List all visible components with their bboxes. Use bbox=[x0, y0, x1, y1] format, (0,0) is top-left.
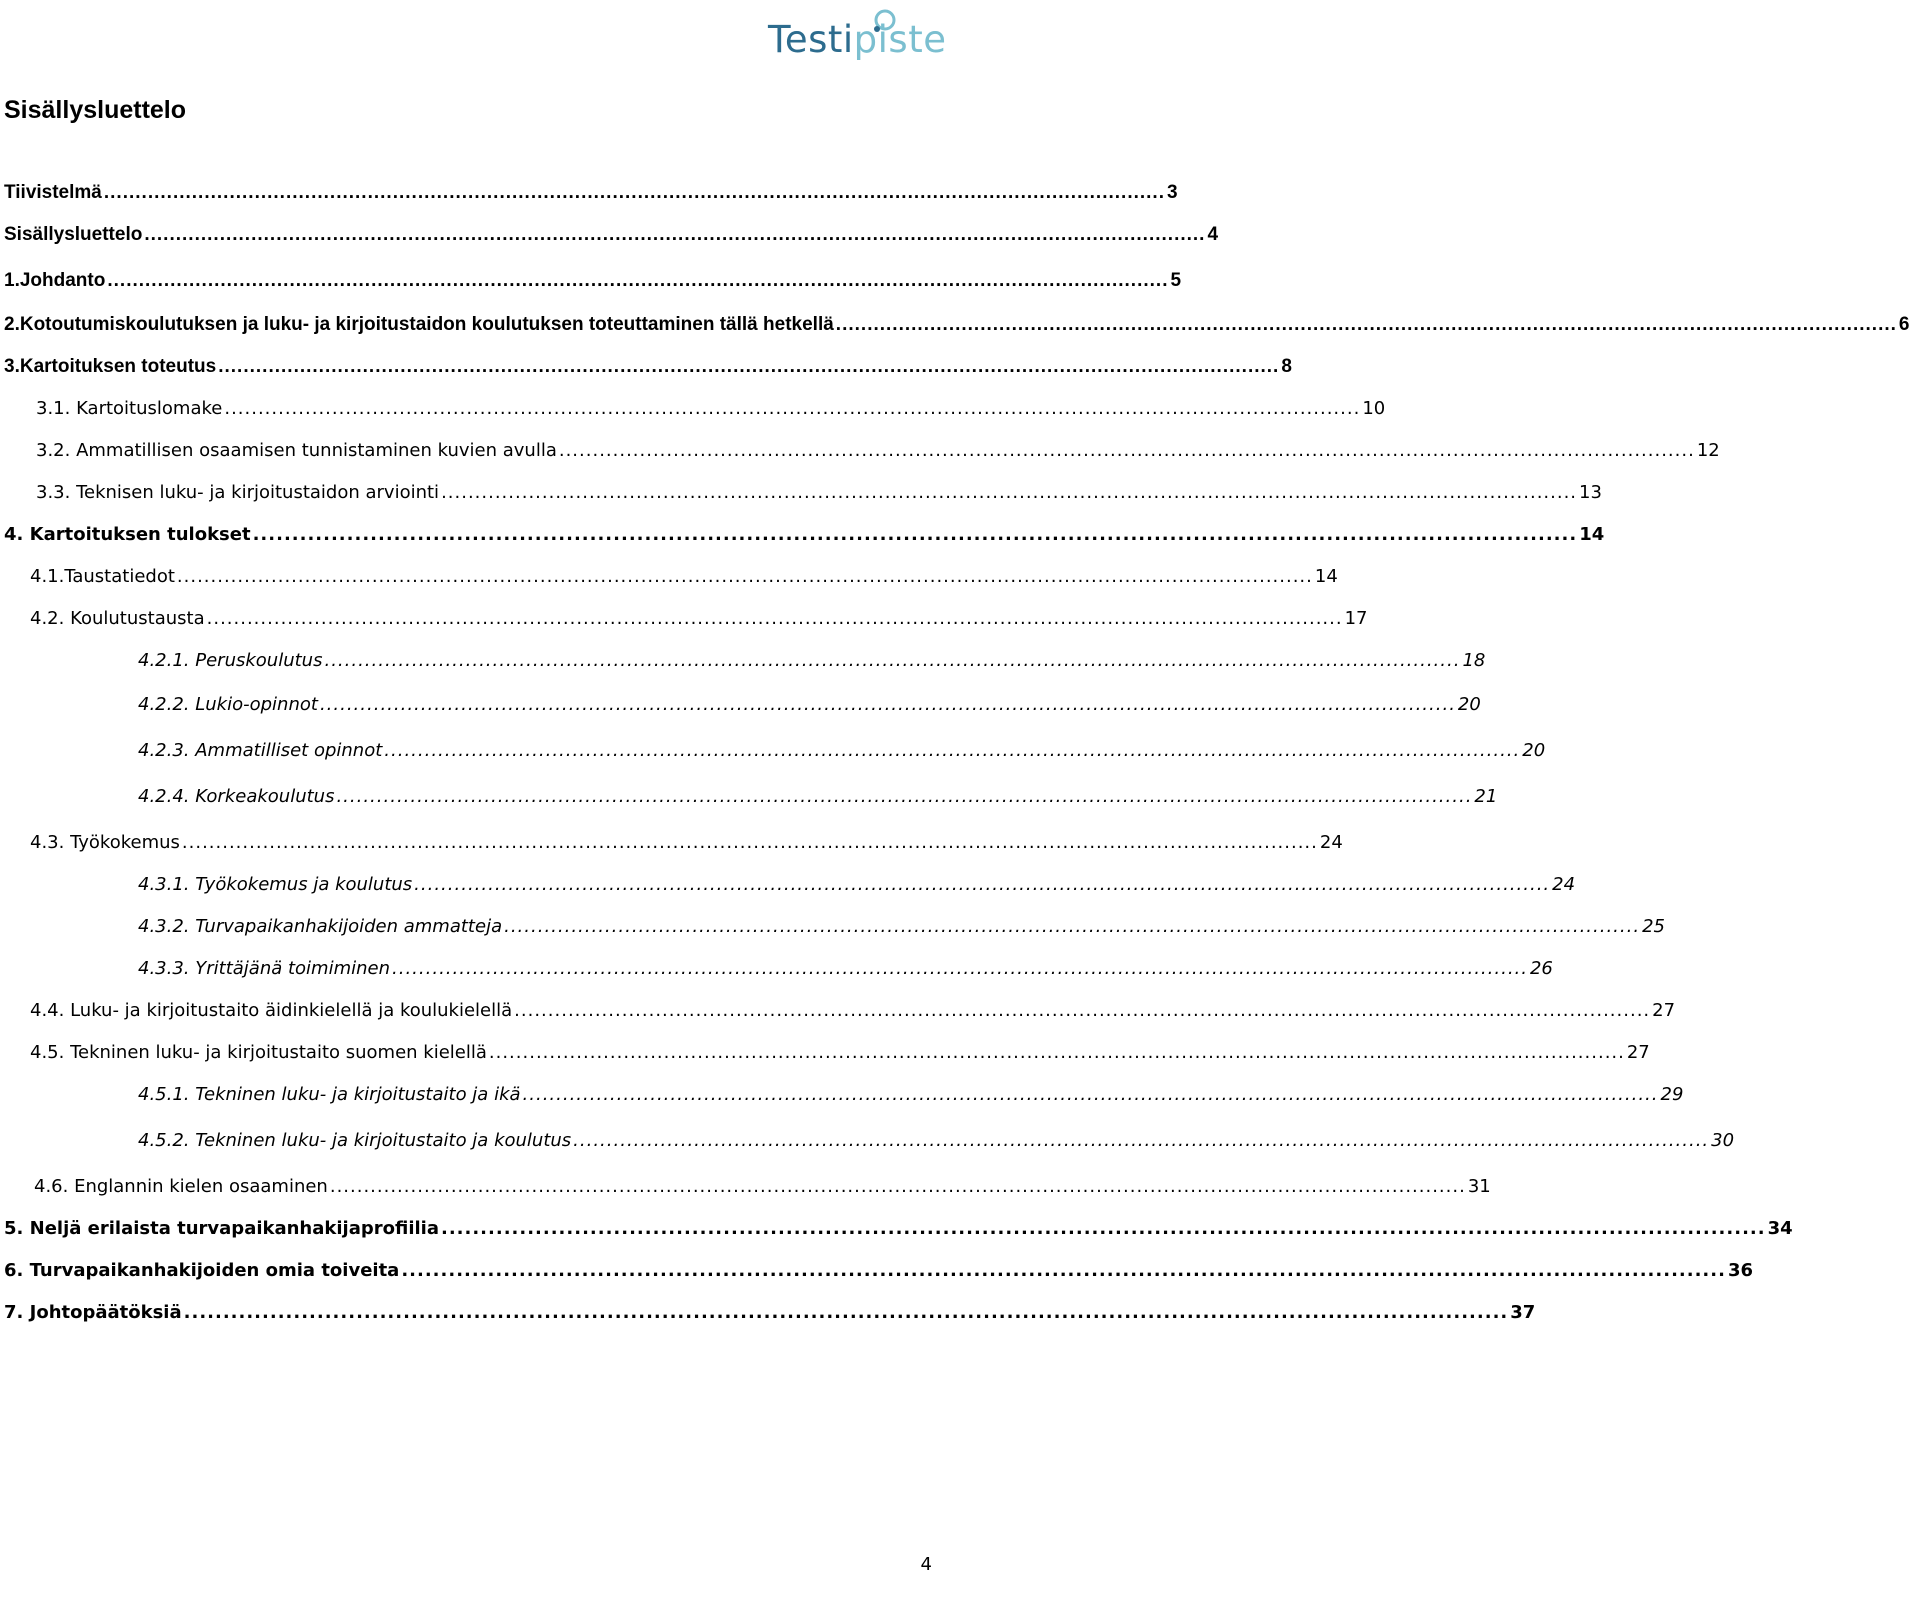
toc-dot-leader: ......................................................................................................................................................................... bbox=[103, 182, 1165, 203]
toc-dot-leader: ......................................................................................................................................................................... bbox=[573, 1130, 1710, 1151]
toc-dot-leader: ......................................................................................................................................................................... bbox=[319, 694, 1456, 715]
page-number: 4 bbox=[920, 1554, 932, 1575]
toc-dot-leader: ......................................................................................................................................................................... bbox=[181, 832, 1318, 853]
toc-page-number: 14 bbox=[1314, 566, 1338, 587]
toc-entry-label: 4.5.2. Tekninen luku- ja kirjoitustaito ja koulutus bbox=[138, 1130, 572, 1151]
toc-entry-number: 1. bbox=[4, 270, 20, 291]
toc-page-number: 20 bbox=[1457, 694, 1481, 715]
toc-entry[interactable] bbox=[36, 397, 1386, 421]
toc-dot-leader: ......................................................................................................................................................................... bbox=[558, 440, 1695, 461]
toc-entry[interactable] bbox=[34, 1175, 1491, 1199]
toc-entry[interactable] bbox=[4, 223, 1219, 247]
page-title: Sisällysluettelo bbox=[4, 96, 187, 124]
toc-page-number: 12 bbox=[1696, 440, 1720, 461]
toc-dot-leader: ......................................................................................................................................................................... bbox=[514, 1000, 1651, 1021]
toc-entry-label: 3.3. Teknisen luku- ja kirjoitustaidon arviointi bbox=[36, 482, 440, 503]
toc-page-number: 29 bbox=[1660, 1084, 1684, 1105]
toc-entry-label: 4.3.1. Työkokemus ja koulutus bbox=[138, 874, 413, 895]
toc-entry[interactable] bbox=[4, 355, 1292, 379]
toc-entry[interactable] bbox=[138, 1083, 1684, 1107]
toc-entry[interactable] bbox=[138, 957, 1553, 981]
toc-page-number: 24 bbox=[1552, 874, 1576, 895]
toc-entry-label: 5. Neljä erilaista turvapaikanhakijaprofiilia bbox=[4, 1218, 439, 1239]
toc-entry-label: 4.2.3. Ammatilliset opinnot bbox=[138, 740, 383, 761]
toc-entry-label: 7. Johtopäätöksiä bbox=[4, 1302, 182, 1323]
toc-entry-label: 4.3. Työkokemus bbox=[30, 832, 180, 853]
toc-entry-label: 3.2. Ammatillisen osaamisen tunnistaminen kuvien avulla bbox=[36, 440, 557, 461]
toc-entry-label: Kotoutumiskoulutuksen ja luku- ja kirjoitustaidon koulutuksen toteuttaminen tällä hetkellä bbox=[19, 314, 834, 335]
toc-dot-leader: ......................................................................................................................................................................... bbox=[488, 1042, 1625, 1063]
toc-page-number: 37 bbox=[1510, 1302, 1536, 1323]
toc-page-number: 31 bbox=[1467, 1176, 1491, 1197]
toc-dot-leader: ......................................................................................................................................................................... bbox=[183, 1302, 1509, 1323]
toc-page-number: 3 bbox=[1167, 182, 1178, 203]
toc-dot-leader: ......................................................................................................................................................................... bbox=[206, 608, 1343, 629]
toc-entry-label: 4.4. Luku- ja kirjoitustaito äidinkielellä ja koulukielellä bbox=[30, 1000, 513, 1021]
toc-page-number: 18 bbox=[1462, 650, 1486, 671]
toc-dot-leader: ......................................................................................................................................................................... bbox=[218, 356, 1280, 377]
toc-entry[interactable] bbox=[4, 1301, 1536, 1325]
toc-entry-number: 3. bbox=[4, 356, 20, 377]
toc-dot-leader: ......................................................................................................................................................................... bbox=[384, 740, 1521, 761]
toc-entry-label: 4.2.1. Peruskoulutus bbox=[138, 650, 323, 671]
logo-text-piste: piste bbox=[853, 18, 947, 61]
toc-entry-label: 4.2. Koulutustausta bbox=[30, 608, 205, 629]
toc-entry[interactable] bbox=[138, 693, 1481, 717]
toc-page-number: 4 bbox=[1207, 224, 1219, 245]
toc-dot-leader: ......................................................................................................................................................................... bbox=[107, 270, 1169, 291]
toc-dot-leader: ......................................................................................................................................................................... bbox=[441, 482, 1578, 503]
toc-entry-number: 2. bbox=[4, 314, 20, 335]
toc-entry-label: 4.5. Tekninen luku- ja kirjoitustaito suomen kielellä bbox=[30, 1042, 487, 1063]
toc-page-number: 17 bbox=[1344, 608, 1368, 629]
toc-entry[interactable] bbox=[138, 785, 1498, 809]
toc-dot-leader: ......................................................................................................................................................................... bbox=[144, 224, 1206, 245]
logo-wordmark bbox=[768, 18, 946, 61]
toc-dot-leader: ......................................................................................................................................................................... bbox=[414, 874, 1551, 895]
toc-entry-label: 4.1.Taustatiedot bbox=[30, 566, 175, 587]
toc-entry[interactable] bbox=[4, 313, 1910, 337]
toc-entry[interactable] bbox=[4, 523, 1605, 547]
toc-page-number: 34 bbox=[1767, 1218, 1793, 1239]
testipiste-logo bbox=[768, 6, 948, 66]
toc-page-number: 30 bbox=[1711, 1130, 1735, 1151]
toc-entry[interactable] bbox=[4, 1217, 1793, 1241]
toc-entry[interactable] bbox=[30, 831, 1343, 855]
toc-page-number: 27 bbox=[1652, 1000, 1676, 1021]
toc-entry-label: 4.3.3. Yrittäjänä toimiminen bbox=[138, 958, 391, 979]
toc-page-number: 14 bbox=[1579, 524, 1605, 545]
toc-dot-leader: ......................................................................................................................................................................... bbox=[176, 566, 1313, 587]
toc-entry-label: 4.2.4. Korkeakoulutus bbox=[138, 786, 335, 807]
toc-entry[interactable] bbox=[138, 1129, 1735, 1153]
toc-entry-label: 4. Kartoituksen tulokset bbox=[4, 524, 251, 545]
toc-entry[interactable] bbox=[36, 439, 1720, 463]
toc-dot-leader: ......................................................................................................................................................................... bbox=[336, 786, 1473, 807]
toc-dot-leader: ......................................................................................................................................................................... bbox=[324, 650, 1461, 671]
toc-entry[interactable] bbox=[4, 181, 1178, 205]
toc-page-number: 21 bbox=[1474, 786, 1498, 807]
toc-page-number: 6 bbox=[1898, 314, 1910, 335]
toc-entry-label: 4.5.1. Tekninen luku- ja kirjoitustaito ja ikä bbox=[138, 1084, 521, 1105]
toc-page-number: 27 bbox=[1626, 1042, 1650, 1063]
toc-entry-label: Johdanto bbox=[19, 270, 106, 291]
toc-entry[interactable] bbox=[4, 269, 1182, 293]
toc-dot-leader: ......................................................................................................................................................................... bbox=[440, 1218, 1766, 1239]
toc-page-number: 5 bbox=[1170, 270, 1182, 291]
toc-entry-label: 4.3.2. Turvapaikanhakijoiden ammatteja bbox=[138, 916, 503, 937]
toc-entry-label: 3.1. Kartoituslomake bbox=[36, 398, 223, 419]
logo-text-testi: Testi bbox=[768, 18, 854, 61]
toc-entry-label: Sisällysluettelo bbox=[4, 224, 143, 245]
toc-entry[interactable] bbox=[138, 739, 1546, 763]
toc-page-number: 10 bbox=[1362, 398, 1386, 419]
toc-page-number: 24 bbox=[1319, 832, 1343, 853]
toc-dot-leader: ......................................................................................................................................................................... bbox=[329, 1176, 1466, 1197]
toc-page-number: 13 bbox=[1579, 482, 1602, 503]
toc-dot-leader: ......................................................................................................................................................................... bbox=[504, 916, 1641, 937]
toc-entry[interactable] bbox=[138, 649, 1486, 673]
toc-entry[interactable] bbox=[30, 607, 1368, 631]
toc-page-number: 8 bbox=[1281, 356, 1292, 377]
toc-page-number: 26 bbox=[1529, 958, 1553, 979]
toc-entry[interactable] bbox=[36, 481, 1602, 505]
toc-entry[interactable] bbox=[138, 915, 1665, 939]
toc-entry[interactable] bbox=[4, 1259, 1753, 1283]
toc-entry[interactable] bbox=[30, 565, 1338, 589]
toc-dot-leader: ......................................................................................................................................................................... bbox=[401, 1260, 1726, 1281]
toc-page-number: 20 bbox=[1522, 740, 1546, 761]
toc-page-number: 36 bbox=[1727, 1260, 1753, 1281]
toc-page-number: 25 bbox=[1642, 916, 1665, 937]
toc-entry-label: 6. Turvapaikanhakijoiden omia toiveita bbox=[4, 1260, 400, 1281]
toc-entry-label: Kartoituksen toteutus bbox=[19, 356, 217, 377]
toc-dot-leader: ......................................................................................................................................................................... bbox=[224, 398, 1361, 419]
toc-entry-label: 4.6. Englannin kielen osaaminen bbox=[34, 1176, 328, 1197]
toc-dot-leader: ......................................................................................................................................................................... bbox=[252, 524, 1578, 545]
toc-entry[interactable] bbox=[30, 999, 1676, 1023]
toc-entry[interactable] bbox=[138, 873, 1576, 897]
toc-dot-leader: ......................................................................................................................................................................... bbox=[392, 958, 1528, 979]
toc-entry-label: Tiivistelmä bbox=[4, 182, 102, 203]
toc-dot-leader: ......................................................................................................................................................................... bbox=[522, 1084, 1659, 1105]
toc-entry[interactable] bbox=[30, 1041, 1650, 1065]
toc-dot-leader: ......................................................................................................................................................................... bbox=[835, 314, 1897, 335]
toc-entry-label: 4.2.2. Lukio-opinnot bbox=[138, 694, 318, 715]
